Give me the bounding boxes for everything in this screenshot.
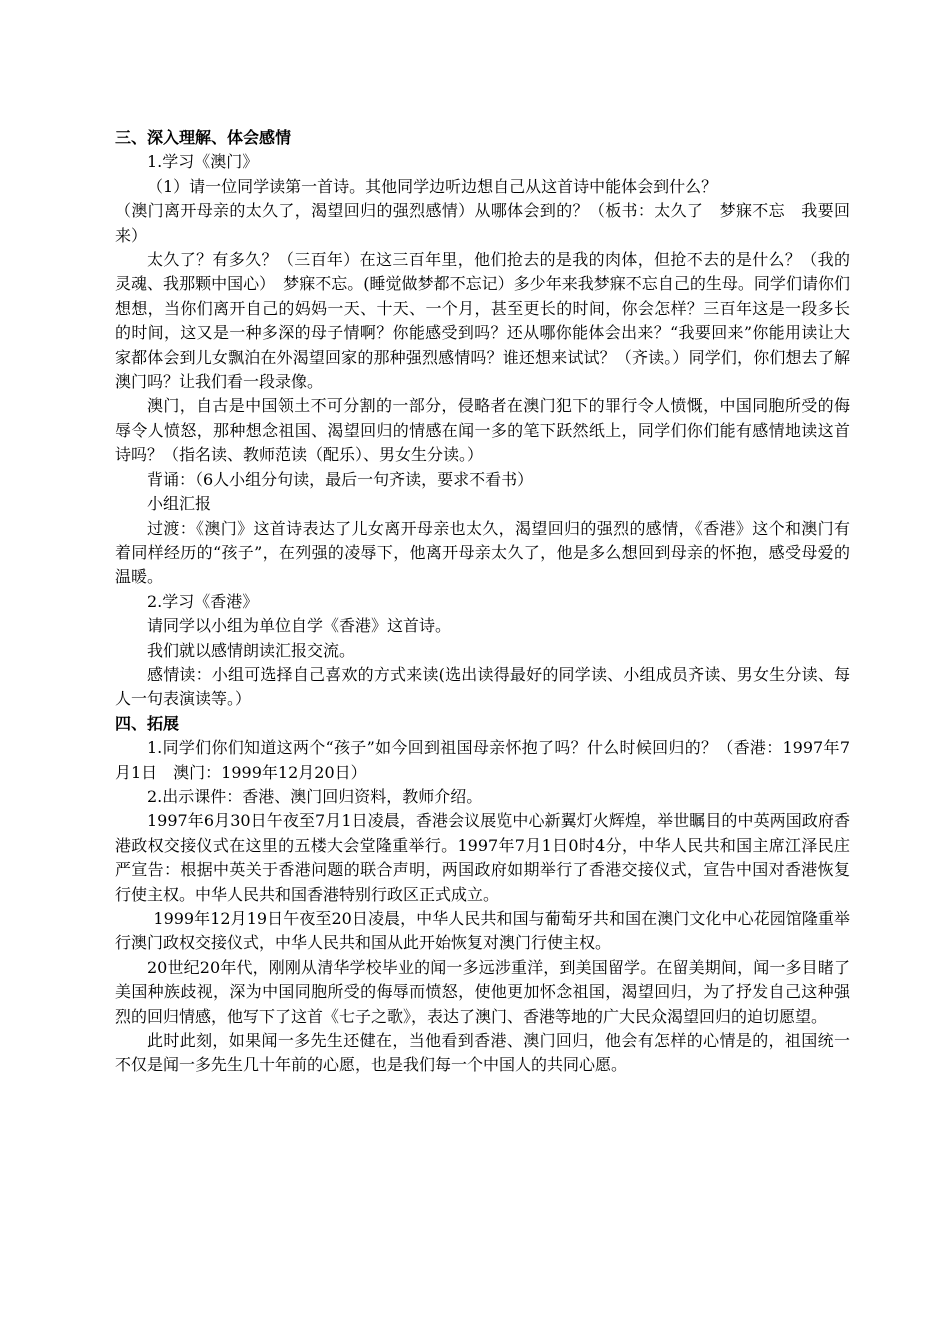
section-heading-deepen: 三、深入理解、体会感情 — [115, 128, 292, 147]
paragraph-read-report: 我们就以感情朗读汇报交流。 — [147, 640, 356, 660]
paragraph-macau-history: 澳门，自古是中国领土不可分割的一部分，侵略者在澳门犯下的罪行令人愤慨，中国同胞所受的侮辱令人愤怒，那种想念祖国、渴望回归的情感在闻一多的笔下跃然纸上，同学们你们能有感情地读这首诗吗？（指名读、教师范读（配乐）、男女生分读。） — [115, 396, 850, 465]
document-page — [115, 126, 850, 1078]
paragraph-return-question: 1.同学们你们知道这两个“孩子”如今回到祖国母亲怀抱了吗？什么时候回归的？（香港：1997年7月1日 澳门：1999年12月20日） — [115, 738, 850, 782]
paragraph-emotional-reading: 感情读：小组可选择自己喜欢的方式来读(选出读得最好的同学读、小组成员齐读、男女生分读、每人一句表演读等。） — [115, 664, 850, 709]
paragraph-group-report: 小组汇报 — [147, 494, 212, 514]
paragraph-hongkong-handover: 1997年6月30日午夜至7月1日凌晨，香港会议展览中心新翼灯火辉煌，举世瞩目的中英两国政府香港政权交接仪式在这里的五楼大会堂隆重举行。1997年7月1日0时4分，中华人民共和国主席江泽民庄严宣告：根据中英关于香港问题的联合声明，两国政府如期举行了香港交接仪式，宣告中国对香港恢复行使主权。中华人民共和国香港特别行政区正式成立。 — [115, 811, 850, 904]
subheading-hongkong: 2.学习《香港》 — [147, 591, 259, 611]
subheading-macau: 1.学习《澳门》 — [147, 152, 259, 172]
paragraph-transition: 过渡：《澳门》这首诗表达了儿女离开母亲也太久，渴望回归的强烈的感情，《香港》这个和澳门有着同样经历的“孩子”，在列强的凌辱下，他离开母亲太久了，他是多么想回到母亲的怀抱，感受母爱的温暖。 — [115, 518, 850, 587]
section-heading-extension: 四、拓展 — [115, 713, 180, 733]
paragraph-wen-yiduo: 20世纪20年代，刚刚从清华学校毕业的闻一多远涉重洋，到美国留学。在留美期间，闻一多目睹了美国种族歧视，深为中国同胞所受的侮辱而愤怒，使他更加怀念祖国，渴望回归，为了抒发自己这种强烈的回归情感，他写下了这首《七子之歌》，表达了澳门、香港等地的广大民众渴望回归的迫切愿望。 — [115, 957, 850, 1026]
paragraph-too-long: 太久了？有多久？（三百年）在这三百年里，他们抢去的是我的肉体，但抢不去的是什么？（我的灵魂、我那颗中国心） 梦寐不忘。(睡觉做梦都不忘记）多少年来我梦寐不忘自己的生母。同学们请你们想想，当你们离开自己的妈妈一天、十天、一个月，甚至更长的时间，你会怎样？三百年这是一段多长的时间，这又是一种多深的母子情啊？你能感受到吗？还从哪你能体会出来？“我要回来”你能用读让大家都体会到儿女飘泊在外渴望回家的那种强烈感情吗？谁还想来试试？（齐读。）同学们，你们想去了解澳门吗？让我们看一段录像。 — [115, 250, 850, 392]
paragraph-self-study: 请同学以小组为单位自学《香港》这首诗。 — [147, 616, 452, 636]
paragraph-conclusion: 此时此刻，如果闻一多先生还健在，当他看到香港、澳门回归，他会有怎样的心情是的，祖国统一不仅是闻一多先生几十年前的心愿，也是我们每一个中国人的共同心愿。 — [115, 1031, 850, 1075]
paragraph-question-cont: （澳门离开母亲的太久了，渴望回归的强烈感情）从哪体会到的？（板书：太久了 梦寐不忘 我要回来） — [115, 201, 850, 245]
paragraph-question: （1）请一位同学读第一首诗。其他同学边听边想自己从这首诗中能体会到什么？ — [147, 176, 718, 196]
paragraph-macau-handover: 1999年12月19日午夜至20日凌晨，中华人民共和国与葡萄牙共和国在澳门文化中心花园馆隆重举行澳门政权交接仪式，中华人民共和国从此开始恢复对澳门行使主权。 — [115, 909, 850, 953]
paragraph-recite: 背诵：（6人小组分句读，最后一句齐读，要求不看书） — [147, 469, 534, 489]
paragraph-courseware: 2.出示课件：香港、澳门回归资料，教师介绍。 — [147, 786, 483, 806]
